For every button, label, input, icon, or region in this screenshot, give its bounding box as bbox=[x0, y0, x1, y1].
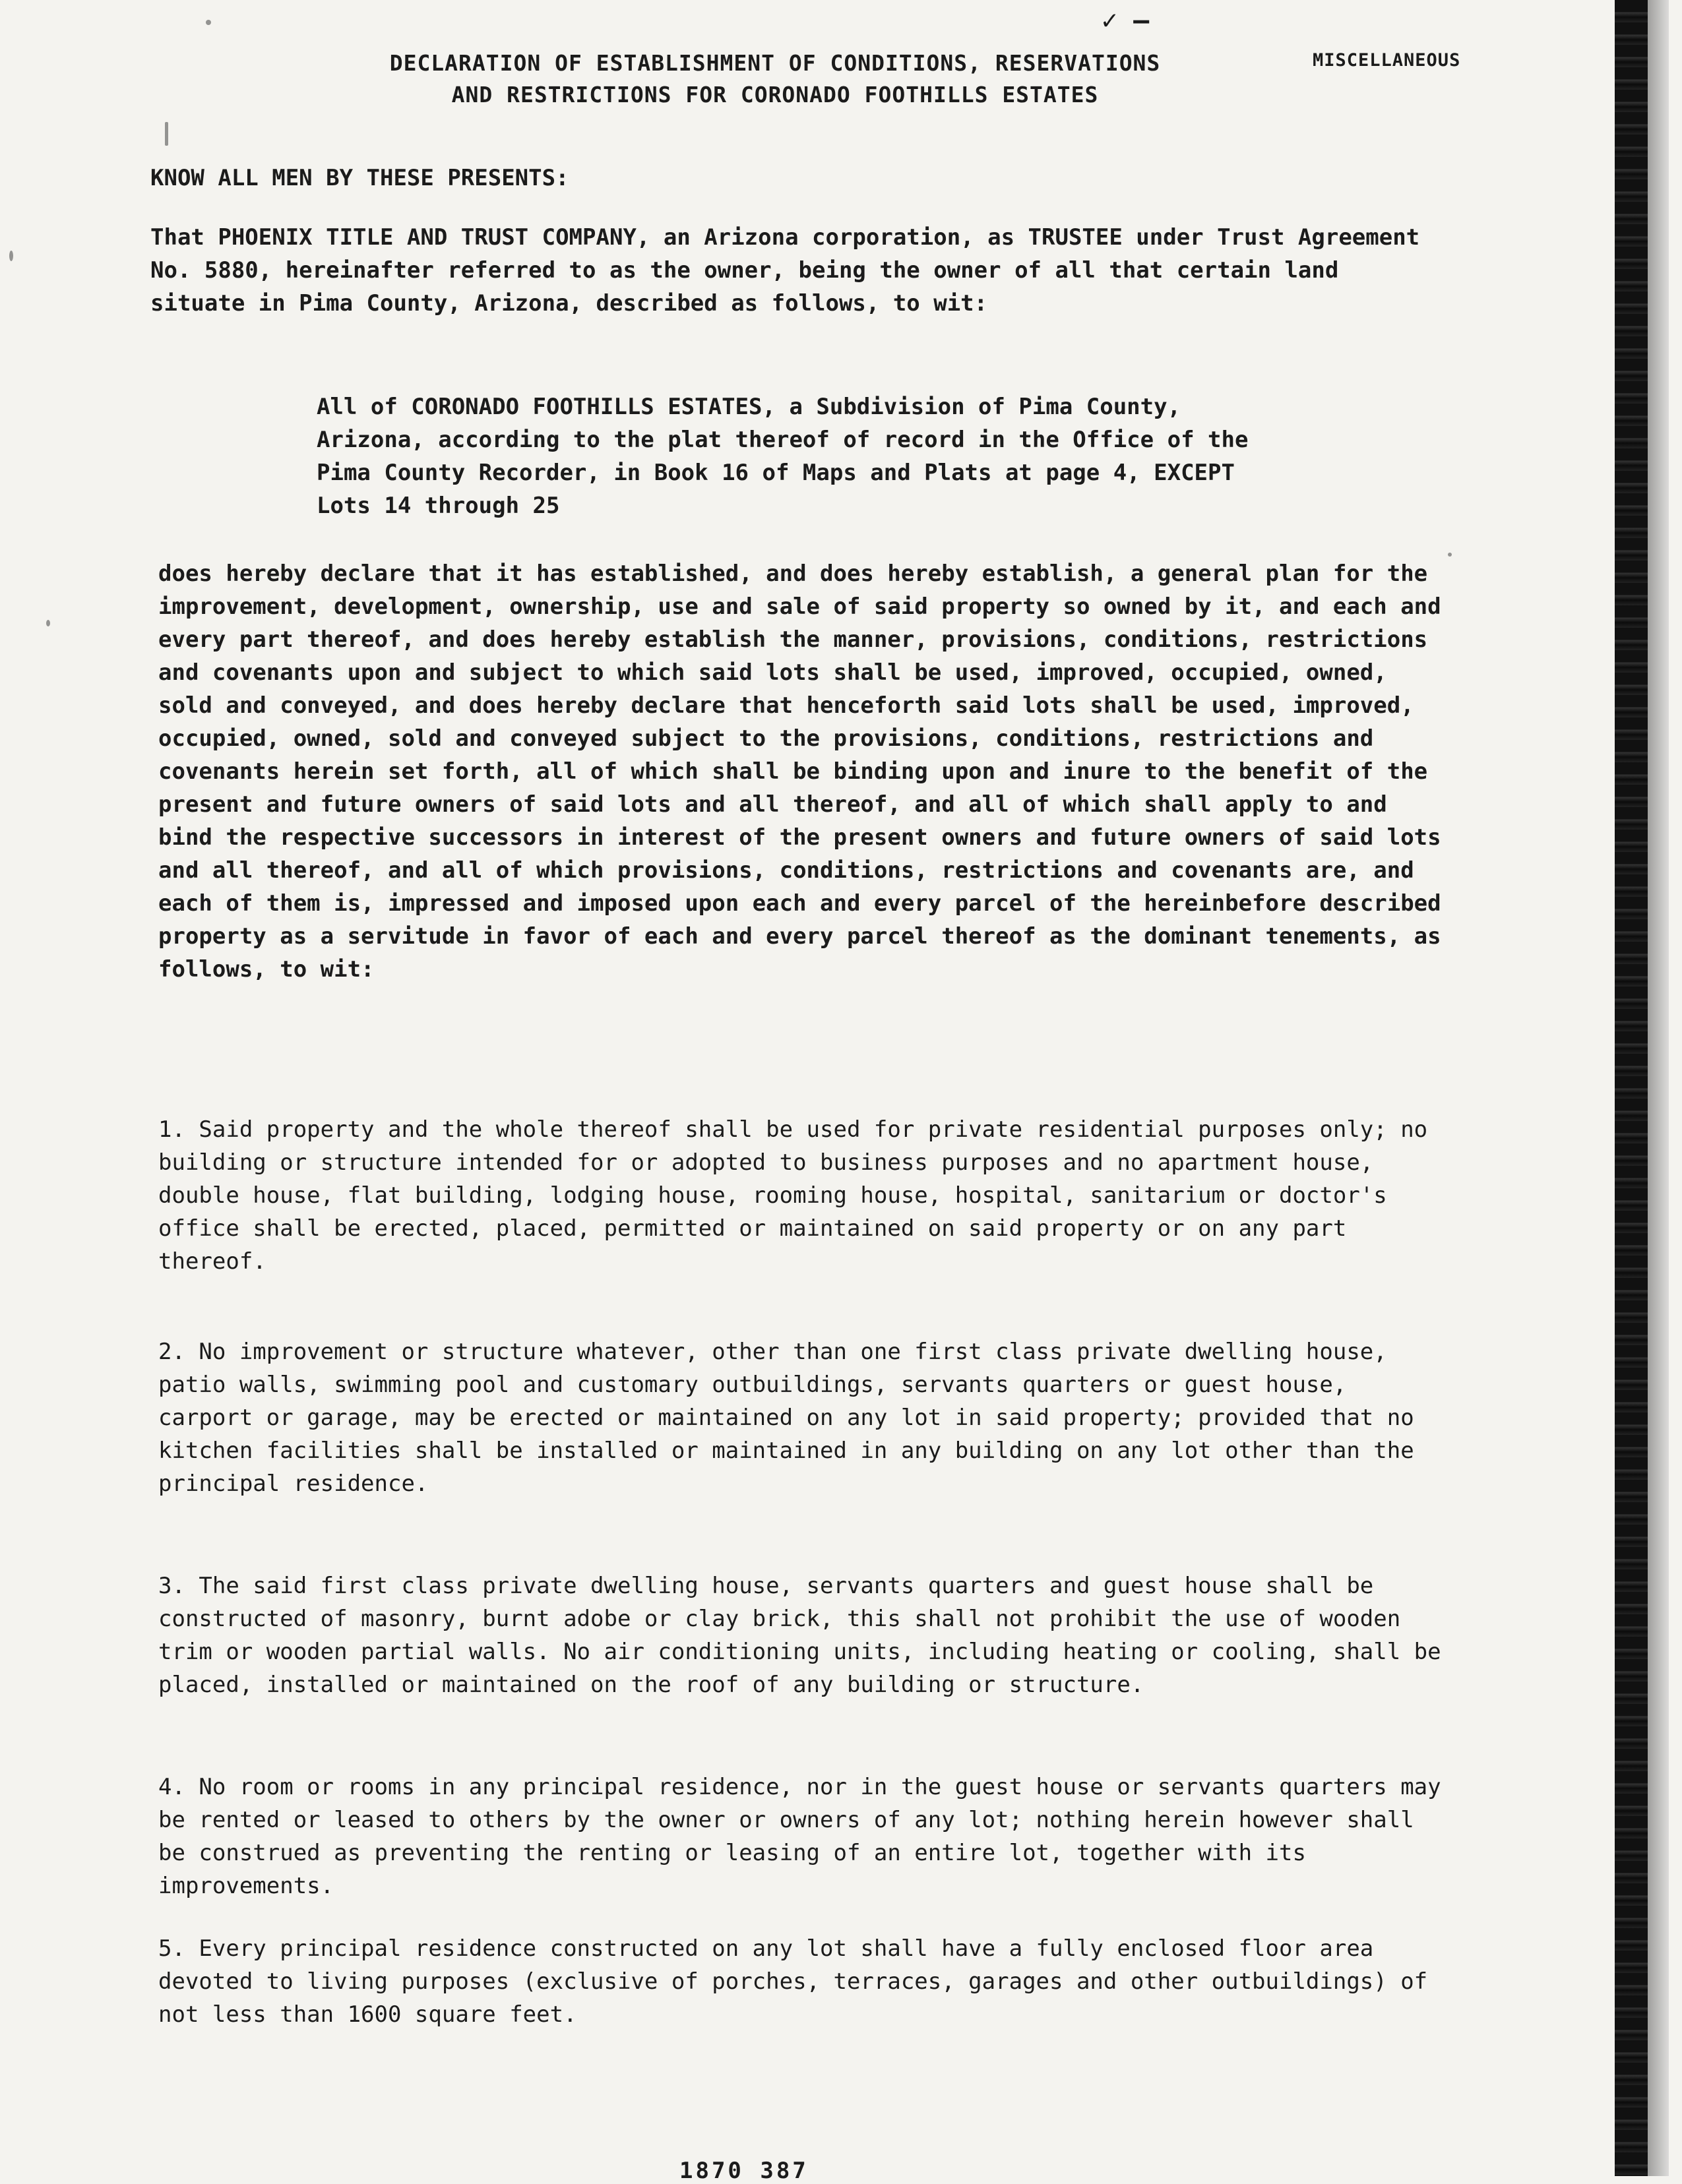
scan-speck bbox=[1448, 553, 1452, 557]
scan-speck bbox=[46, 620, 50, 626]
scan-speck bbox=[165, 122, 168, 146]
document-title bbox=[303, 47, 1247, 111]
scan-edge bbox=[1615, 0, 1648, 2176]
scan-speck bbox=[9, 251, 13, 261]
clause-4: 4. No room or rooms in any principal residence, nor in the guest house or servants quarters may be rented or leased to others by the owner or owners of any lot; nothing herein however shall be construed as preventing the renting or leasing of an entire lot, together with its improvements. bbox=[158, 1774, 1455, 1899]
declaration-paragraph: does hereby declare that it has established, and does hereby establish, a general plan for the improvement, development, ownership, use and sale of said property so owned by it, and each and every part thereof, and does hereby establish the manner, provisions, conditions, restrictions and covenants upon and subject to which said lots shall be used, improved, occupied, owned, sold and conveyed, and does hereby declare that henceforth said lots shall be used, improved, occupied, owned, sold and conveyed subject to the provisions, conditions, restrictions and covenants herein set forth, all of which shall be binding upon and inure to the benefit of the present and future owners of said lots and all thereof, and all of which shall apply to and bind the respective successors in interest of the present owners and future owners of said lots and all thereof, and all of which provisions, conditions, restrictions and covenants are, and each of them is, impressed and imposed upon each and every parcel of the hereinbefore described property as a servitude in favor of each and every parcel thereof as the dominant tenements, as follows, to wit: bbox=[158, 561, 1455, 983]
clause-2: 2. No improvement or structure whatever, other than one first class private dwelling house, patio walls, swimming pool and customary outbuildings, servants quarters or guest house, carport or garage, may be erected or maintained on any lot in said property; provided that no kitchen facilities shall be installed or maintained in any building on any lot other than the principal residence. bbox=[158, 1339, 1428, 1497]
greeting-heading: KNOW ALL MEN BY THESE PRESENTS: bbox=[150, 165, 569, 191]
scan-edge-shadow bbox=[1648, 0, 1669, 2176]
clause-1: 1. Said property and the whole thereof shall be used for private residential purposes only; no building or structure intended for or adopted to business purposes and no apartment house, double house, flat building, lodging house, rooming house, hospital, sanitarium or doctor's office shall be erected, placed, permitted or maintained on said property or on any part thereof. bbox=[158, 1116, 1441, 1275]
scan-speck bbox=[206, 20, 211, 25]
category-tag: MISCELLANEOUS bbox=[1313, 50, 1461, 71]
clause-5: 5. Every principal residence constructed on any lot shall have a fully enclosed floor area devoted to living purposes (exclusive of porches, terraces, garages and other outbuildings) of not less than 1600 square feet. bbox=[158, 1935, 1441, 2028]
legal-description: All of CORONADO FOOTHILLS ESTATES, a Subdivision of Pima County, Arizona, according to the plat thereof of record in the Office of the Pima County Recorder, in Book 16 of Maps and Plats at page 4, EXCEPT Lots 14 through 25 bbox=[317, 394, 1262, 519]
handwritten-mark: ✓ — bbox=[1102, 5, 1150, 36]
intro-paragraph: That PHOENIX TITLE AND TRUST COMPANY, an Arizona corporation, as TRUSTEE under Trust Agreement No. 5880, hereinafter referred to as the owner, being the owner of all that certain land situate in Pima County, Arizona, described as follows, to wit: bbox=[150, 224, 1433, 317]
title-line-2: AND RESTRICTIONS FOR CORONADO FOOTHILLS ESTATES bbox=[451, 82, 1099, 107]
clause-3: 3. The said first class private dwelling house, servants quarters and guest house shall be constructed of masonry, burnt adobe or clay brick, this shall not prohibit the use of wooden trim or wooden partial walls. No air conditioning units, including heating or cooling, shall be placed, installed or maintained on the roof of any building or structure. bbox=[158, 1573, 1455, 1698]
title-line-1: DECLARATION OF ESTABLISHMENT OF CONDITIONS, RESERVATIONS bbox=[389, 50, 1161, 76]
recording-number: 1870 387 bbox=[679, 2158, 809, 2184]
